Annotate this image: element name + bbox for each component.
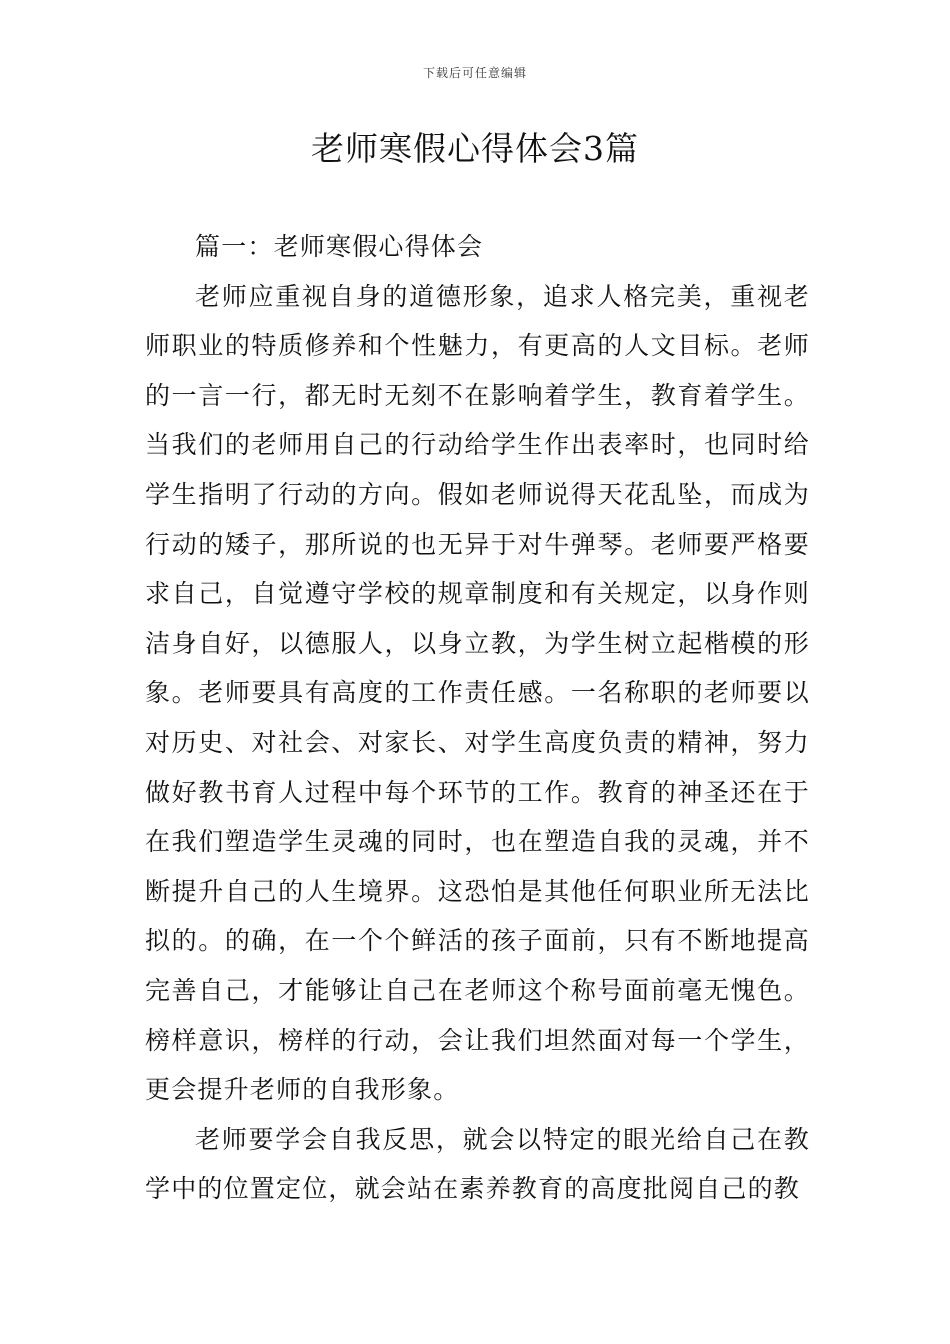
- header-note: 下载后可任意编辑: [422, 66, 527, 80]
- section-heading: 篇一：老师寒假心得体会: [195, 232, 484, 261]
- paragraph-1: 老师应重视自身的道德形象，追求人格完美，重视老师职业的特质修养和个性魅力，有更高的人文目标。老师的一言一行，都无时无刻不在影响着学生，教育着学生。当我们的老师用自己的行动给学生作出表率时，也同时给学生指明了行动的方向。假如老师说得天花乱坠，而成为行动的矮子，那所说的也无异于对牛弹琴。老师要严格要求自己，自觉遵守学校的规章制度和有关规定，以身作则洁身自好，以德服人，以身立教，为学生树立起楷模的形象。老师要具有高度的工作责任感。一名称职的老师要以对历史、对社会、对家长、对学生高度负责的精神，努力做好教书育人过程中每个环节的工作。教育的神圣还在于在我们塑造学生灵魂的同时，也在塑造自我的灵魂，并不断提升自己的人生境界。这恐怕是其他任何职业所无法比拟的。的确，在一个个鲜活的孩子面前，只有不断地提高完善自己，才能够让自己在老师这个称号面前毫无愧色。榜样意识，榜样的行动，会让我们坦然面对每一个学生，更会提升老师的自我形象。: [145, 281, 810, 1105]
- document-body: [145, 222, 810, 1214]
- paragraph-2: 老师要学会自我反思，就会以特定的眼光给自己在教学中的位置定位，就会站在素养教育的高度批阅自己的教: [145, 1124, 810, 1204]
- document-title: 老师寒假心得体会3篇: [311, 129, 639, 168]
